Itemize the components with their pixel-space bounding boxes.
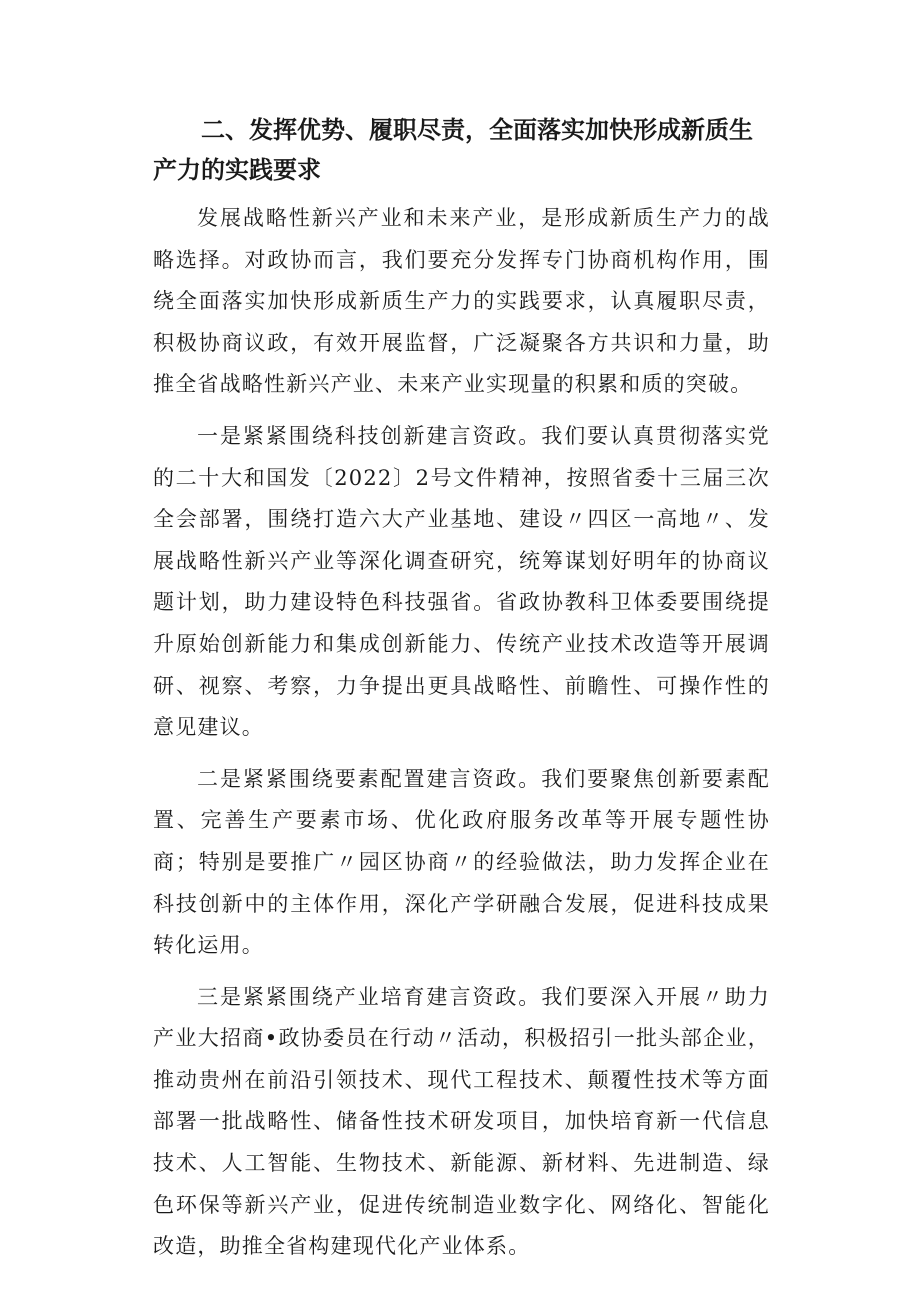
paragraph-intro: 发展战略性新兴产业和未来产业，是形成新质生产力的战略选择。对政协而言，我们要充分发挥专门协商机构作用，围绕全面落实加快形成新质生产力的实践要求，认真履职尽责，积极协商议政，有效开展监督，广泛凝聚各方共识和力量，助推全省战略性新兴产业、未来产业实现量的积累和质的突破。 bbox=[153, 206, 770, 397]
paragraph-tech-innovation: 一是紧紧围绕科技创新建言资政。我们要认真贯彻落实党的二十大和国发〔2022〕2号文件精神，按照省委十三届三次全会部署，围绕打造六大产业基地、建设〃四区一高地〃、发展战略性新兴产业等深化调查研究，统筹谋划好明年的协商议题计划，助力建设特色科技强省。省政协教科卫体委要围绕提升原始创新能力和集成创新能力、传统产业技术改造等开展调研、视察、考察，力争提出更具战略性、前瞻性、可操作性的意见建议。 bbox=[153, 423, 770, 740]
paragraph-industry-cultivation: 三是紧紧围绕产业培育建言资政。我们要深入开展〃助力产业大招商•政协委员在行动〃活动，积极招引一批头部企业，推动贵州在前沿引领技术、现代工程技术、颠覆性技术等方面部署一批战略性、储备性技术研发项目，加快培育新一代信息技术、人工智能、生物技术、新能源、新材料、先进制造、绿色环保等新兴产业，促进传统制造业数字化、网络化、智能化改造，助推全省构建现代化产业体系。 bbox=[153, 984, 770, 1259]
section-heading: 二、发挥优势、履职尽责，全面落实加快形成新质生产力的实践要求 bbox=[153, 116, 753, 184]
paragraph-factor-allocation: 二是紧紧围绕要素配置建言资政。我们要聚焦创新要素配置、完善生产要素市场、优化政府服务改革等开展专题性协商；特别是要推广〃园区协商〃的经验做法，助力发挥企业在科技创新中的主体作用，深化产学研融合发展，促进科技成果转化运用。 bbox=[153, 766, 770, 958]
